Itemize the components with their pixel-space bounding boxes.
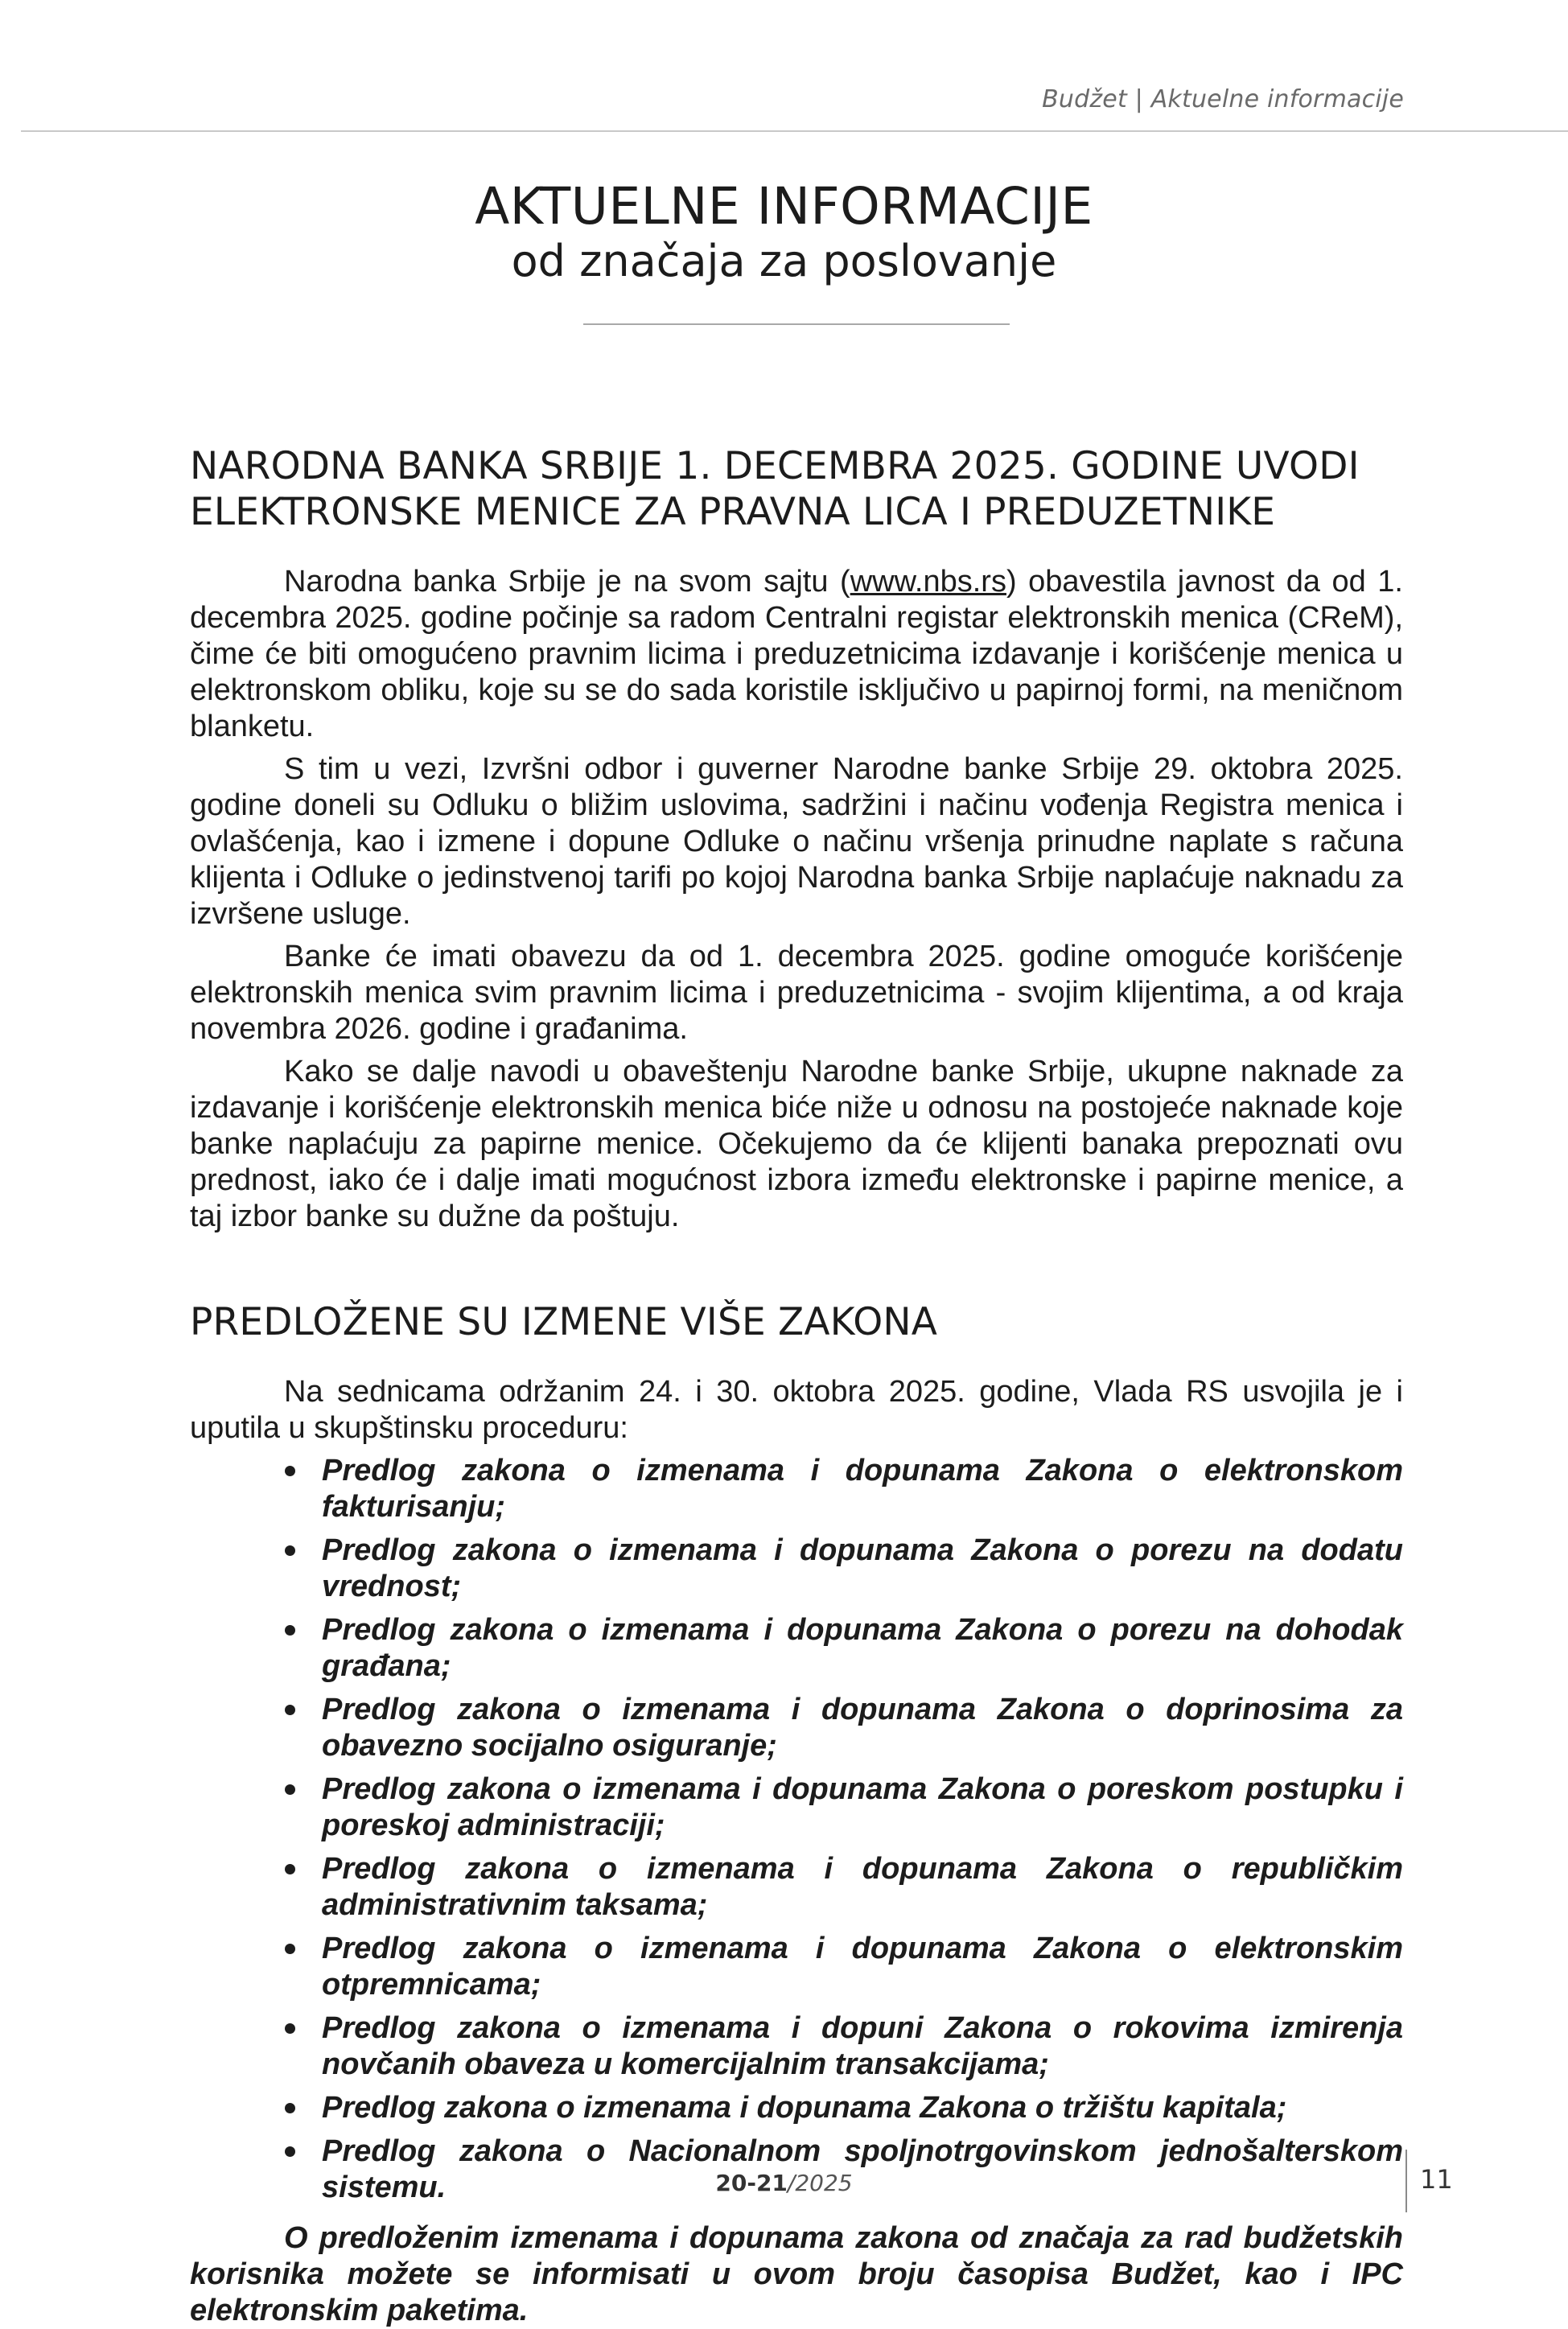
title-divider: [583, 323, 1010, 325]
list-item-text: Predlog zakona o Nacionalnom spoljnotrgovinskom jednošalterskom sistemu.: [322, 2134, 1403, 2204]
page-subtitle: od značaja za poslovanje: [511, 236, 1057, 287]
issue-year: /2025: [787, 2170, 853, 2196]
list-item-text: Predlog zakona o izmenama i dopunama Zakona o elektronskim otpremnicama;: [322, 1932, 1403, 2002]
list-item: [322, 1931, 1403, 2003]
list-item: [322, 1692, 1403, 1764]
paragraph: Na sednicama održanim 24. i 30. oktobra 2025. godine, Vlada RS usvojila je i uputila u skupštinsku proceduru:: [190, 1375, 1403, 1445]
bullet-icon: [285, 2103, 295, 2113]
list-item: [322, 1771, 1403, 1844]
article-content: [190, 443, 1403, 2329]
list-item-text: Predlog zakona o izmenama i dopunama Zakona o tržištu kapitala;: [322, 2091, 1287, 2125]
bullet-icon: [285, 2146, 295, 2157]
page-number: 11: [1420, 2164, 1453, 2195]
bullet-icon: [285, 1784, 295, 1795]
law-list: [190, 1453, 1403, 2206]
list-item-text: Predlog zakona o izmenama i dopunama Zakona o elektronskom fakturisanju;: [322, 1454, 1403, 1524]
list-item-text: Predlog zakona o izmenama i dopunama Zakona o porezu na dohodak građana;: [322, 1613, 1403, 1683]
paragraph-text: Narodna banka Srbije je na svom sajtu (: [284, 565, 850, 599]
section-heading-line: NARODNA BANKA SRBIJE 1. DECEMBRA 2025. GODINE UVODI: [190, 444, 1360, 488]
header-divider: [21, 130, 1568, 132]
section-heading-line: ELEKTRONSKE MENICE ZA PRAVNA LICA I PREDUZETNIKE: [190, 490, 1276, 534]
section-heading: [190, 443, 1403, 535]
list-item: [322, 2090, 1403, 2126]
nbs-link[interactable]: www.nbs.rs: [850, 565, 1006, 599]
closing-note: O predloženim izmenama i dopunama zakona od značaja za rad budžetskih korisnika možete se informisati u ovom broju časopisa Budžet, kao i IPC elektronskim paketima.: [190, 2221, 1403, 2327]
list-item: [322, 1533, 1403, 1605]
list-item-text: Predlog zakona o izmenama i dopunama Zakona o porezu na dodatu vrednost;: [322, 1533, 1403, 1603]
title-block: [0, 179, 1568, 288]
paragraph: [190, 564, 1403, 745]
list-item-text: Predlog zakona o izmenama i dopunama Zakona o poreskom postupku i poreskoj administraciji;: [322, 1772, 1403, 1842]
bullet-icon: [285, 1944, 295, 1954]
page-number-divider: [1405, 2150, 1407, 2212]
list-item: [322, 1851, 1403, 1924]
paragraph-text: ) obavestila javnost da od 1. decembra 2025. godine počinje sa radom Centralni registar elektronskih menica (CReM), čime će biti omogućeno pravnim licima i preduzetnicima izdavanje i korišćenje menica u elektronskom obliku, koje su se do sada koristile isključivo u papirnoj formi, na meničnom blanketu.: [190, 565, 1403, 743]
bullet-icon: [285, 1545, 295, 1556]
bullet-icon: [285, 1864, 295, 1874]
bullet-icon: [285, 1625, 295, 1636]
bullet-icon: [285, 2023, 295, 2034]
list-item: [322, 1612, 1403, 1685]
paragraph: Kako se dalje navodi u obaveštenju Narodne banke Srbije, ukupne naknade za izdavanje i korišćenje elektronskih menica biće niže u odnosu na postojeće naknade koje banke naplaćuju za papirne menice. Očekujemo da će klijenti banaka prepoznati ovu prednost, iako će i dalje imati mogućnost izbora između elektronske i papirne menice, a taj izbor banke su dužne da poštuju.: [190, 1055, 1403, 1233]
bullet-icon: [285, 1466, 295, 1476]
issue-number-value: 20-21: [715, 2170, 788, 2196]
list-item-text: Predlog zakona o izmenama i dopuni Zakona o rokovima izmirenja novčanih obaveza u komercijalnim transakcijama;: [322, 2011, 1403, 2081]
running-header: Budžet | Aktuelne informacije: [1042, 85, 1404, 113]
list-item-text: Predlog zakona o izmenama i dopunama Zakona o doprinosima za obavezno socijalno osiguranje;: [322, 1693, 1403, 1763]
paragraph: Banke će imati obavezu da od 1. decembra 2025. godine omoguće korišćenje elektronskih menica svim pravnim licima i preduzetnicima - svojim klijentima, a od kraja novembra 2026. godine i građanima.: [190, 940, 1403, 1046]
paragraph: S tim u vezi, Izvršni odbor i guverner Narodne banke Srbije 29. oktobra 2025. godine doneli su Odluku o bližim uslovima, sadržini i načinu vođenja Registra menica i ovlašćenja, kao i izmene i dopune Odluke o načinu vršenja prinudne naplate s računa klijenta i Odluke o jedinstvenoj tarifi po kojoj Narodna banka Srbije naplaćuje naknadu za izvršene usluge.: [190, 752, 1403, 931]
bullet-icon: [285, 1705, 295, 1715]
section-heading: PREDLOŽENE SU IZMENE VIŠE ZAKONA: [190, 1300, 938, 1344]
issue-number: [0, 2170, 1568, 2196]
section-nbs-e-menice: [190, 443, 1403, 1235]
page-title: AKTUELNE INFORMACIJE: [475, 177, 1093, 236]
list-item-text: Predlog zakona o izmenama i dopunama Zakona o republičkim administrativnim taksama;: [322, 1852, 1403, 1922]
list-item: [322, 1453, 1403, 1525]
list-item: [322, 2010, 1403, 2083]
